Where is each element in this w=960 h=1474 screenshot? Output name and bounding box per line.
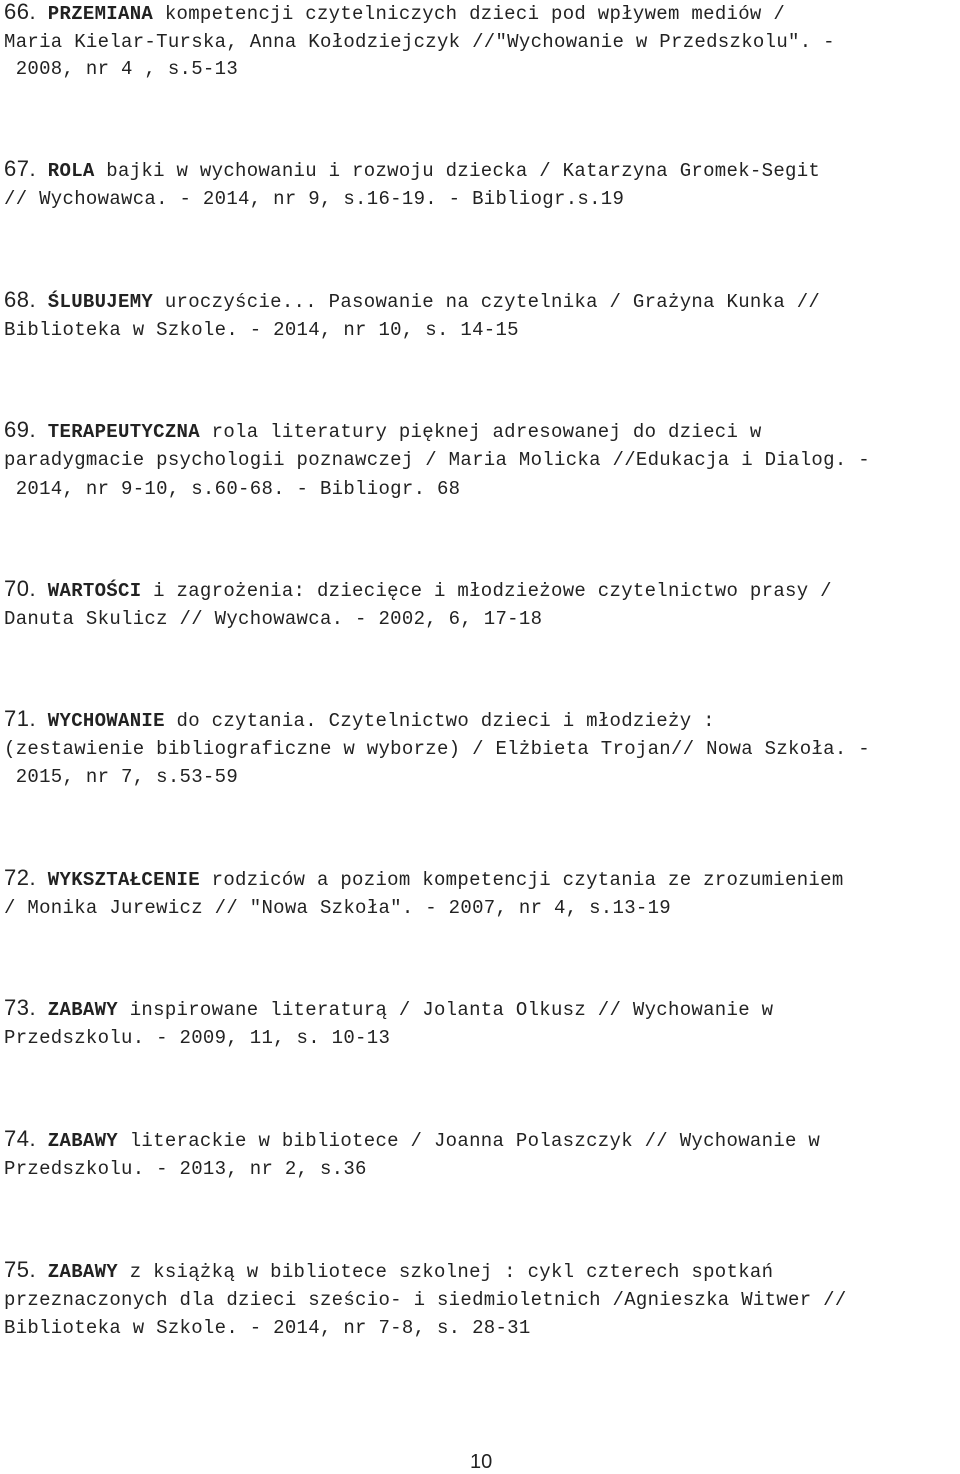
- entry-number: 69.: [4, 417, 37, 442]
- entry-text: z książką w bibliotece szkolnej : cykl czterech spotkań: [118, 1261, 774, 1283]
- entry-number: 71.: [4, 706, 37, 731]
- entry-line: [4, 1127, 820, 1153]
- entry-text: inspirowane literaturą / Jolanta Olkusz // Wychowanie w: [118, 999, 774, 1021]
- entry-number: 73.: [4, 995, 37, 1020]
- entry-line: Danuta Skulicz // Wychowawca. - 2002, 6, 17-18: [4, 608, 543, 630]
- entry-number: 75.: [4, 1257, 37, 1282]
- entry-number: 66.: [4, 0, 37, 24]
- entry-line: [4, 996, 773, 1022]
- entry-line: [4, 707, 715, 733]
- entry-keyword: ZABAWY: [47, 999, 119, 1021]
- page-number: 10: [470, 1451, 493, 1473]
- entry-line: 2015, nr 7, s.53-59: [4, 766, 239, 788]
- entry-number: 74.: [4, 1126, 37, 1151]
- entry-text: do czytania. Czytelnictwo dzieci i młodzieży :: [164, 710, 715, 732]
- entry-line: [4, 1258, 773, 1284]
- entry-line: Maria Kielar-Turska, Anna Kołodziejczyk //"Wychowanie w Przedszkolu". -: [4, 31, 835, 53]
- entry-line: Biblioteka w Szkole. - 2014, nr 10, s. 14-15: [4, 319, 519, 341]
- entry-number: 72.: [4, 865, 37, 890]
- entry-keyword: WYCHOWANIE: [47, 710, 165, 732]
- entry-line: [4, 288, 820, 314]
- entry-number: 67.: [4, 156, 37, 181]
- entry-line: (zestawienie bibliograficzne w wyborze) / Elżbieta Trojan// Nowa Szkoła. -: [4, 738, 870, 760]
- entry-number: 70.: [4, 576, 37, 601]
- entry-keyword: PRZEMIANA: [47, 3, 154, 25]
- entry-keyword: ZABAWY: [47, 1261, 119, 1283]
- entry-keyword: TERAPEUTYCZNA: [47, 421, 200, 443]
- entry-line: [4, 866, 844, 892]
- entry-line: [4, 157, 820, 183]
- entry-keyword: WARTOŚCI: [47, 580, 142, 602]
- entry-text: uroczyście... Pasowanie na czytelnika / Grażyna Kunka //: [153, 291, 821, 313]
- entry-line: przeznaczonych dla dzieci sześcio- i siedmioletnich /Agnieszka Witwer //: [4, 1289, 847, 1311]
- entry-line: [4, 577, 832, 603]
- entry-number: 68.: [4, 287, 37, 312]
- entry-text: literackie w bibliotece / Joanna Polaszczyk // Wychowanie w: [118, 1130, 821, 1152]
- entry-line: Przedszkolu. - 2009, 11, s. 10-13: [4, 1027, 391, 1049]
- entry-line: [4, 418, 762, 444]
- entry-keyword: ROLA: [47, 160, 95, 182]
- entry-text: bajki w wychowaniu i rozwoju dziecka / Katarzyna Gromek-Segit: [94, 160, 821, 182]
- entry-text: kompetencji czytelniczych dzieci pod wpływem mediów /: [153, 3, 786, 25]
- entry-line: [4, 0, 785, 26]
- entry-line: / Monika Jurewicz // "Nowa Szkoła". - 2007, nr 4, s.13-19: [4, 897, 672, 919]
- entry-keyword: ZABAWY: [47, 1130, 119, 1152]
- entry-line: 2008, nr 4 , s.5-13: [4, 58, 239, 80]
- entry-text: i zagrożenia: dziecięce i młodzieżowe czytelnictwo prasy /: [141, 580, 832, 602]
- entry-keyword: ŚLUBUJEMY: [47, 291, 154, 313]
- entry-text: rola literatury pięknej adresowanej do dzieci w: [199, 421, 762, 443]
- entry-line: paradygmacie psychologii poznawczej / Maria Molicka //Edukacja i Dialog. -: [4, 449, 870, 471]
- entry-keyword: WYKSZTAŁCENIE: [47, 869, 200, 891]
- entry-text: rodziców a poziom kompetencji czytania ze zrozumieniem: [199, 869, 844, 891]
- entry-line: Biblioteka w Szkole. - 2014, nr 7-8, s. 28-31: [4, 1317, 531, 1339]
- entry-line: Przedszkolu. - 2013, nr 2, s.36: [4, 1158, 367, 1180]
- entry-line: 2014, nr 9-10, s.60-68. - Bibliogr. 68: [4, 478, 461, 500]
- entry-line: // Wychowawca. - 2014, nr 9, s.16-19. - Bibliogr.s.19: [4, 188, 625, 210]
